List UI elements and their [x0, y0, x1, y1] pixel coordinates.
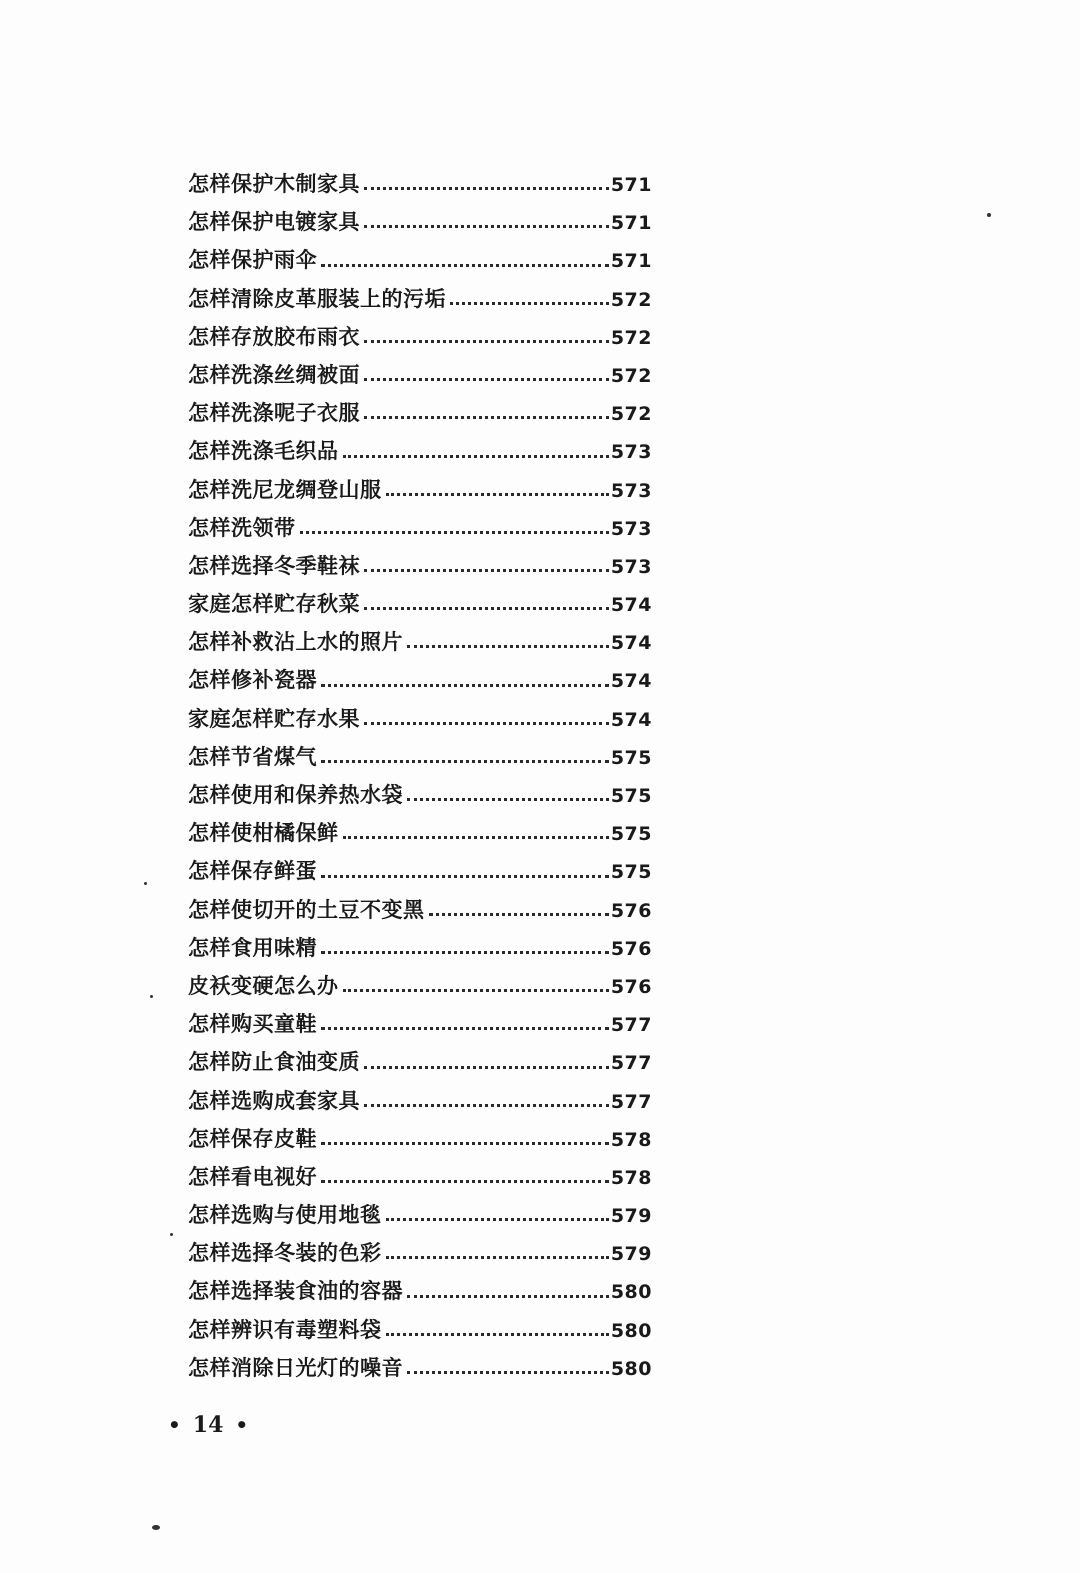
toc-entry-title: 皮袄变硬怎么办	[188, 972, 339, 998]
toc-entry-page-number: 576	[610, 899, 652, 922]
toc-entry-page-number: 575	[610, 823, 652, 846]
toc-entry-page-number: 579	[610, 1243, 652, 1266]
toc-entry	[188, 435, 652, 473]
toc-dot-leader	[364, 607, 609, 610]
toc-entry-title: 家庭怎样贮存水果	[188, 705, 360, 731]
toc-entry-title: 怎样购买童鞋	[188, 1011, 317, 1037]
table-of-contents	[188, 168, 652, 1390]
toc-entry-page-number: 572	[610, 288, 652, 311]
toc-entry	[188, 1314, 652, 1352]
toc-entry	[188, 550, 652, 588]
toc-entry	[188, 855, 652, 893]
toc-entry	[188, 283, 652, 321]
page-number: 14	[192, 1412, 224, 1438]
toc-entry-title: 怎样保护雨伞	[188, 247, 317, 273]
toc-entry-title: 怎样洗涤毛织品	[188, 438, 339, 464]
toc-entry	[188, 932, 652, 970]
toc-entry-title: 家庭怎样贮存秋菜	[188, 591, 360, 617]
toc-entry	[188, 1085, 652, 1123]
toc-entry-page-number: 580	[610, 1281, 652, 1304]
toc-entry-page-number: 574	[610, 632, 652, 655]
toc-entry-page-number: 575	[610, 785, 652, 807]
toc-dot-leader	[386, 1256, 609, 1259]
toc-entry-page-number: 574	[610, 594, 652, 617]
toc-dot-leader	[429, 913, 609, 916]
toc-dot-leader	[343, 836, 609, 839]
toc-entry-page-number: 573	[610, 479, 652, 502]
toc-entry-page-number: 580	[610, 1319, 652, 1342]
toc-entry	[188, 512, 652, 550]
scan-speck	[152, 1525, 160, 1530]
toc-entry-page-number: 576	[610, 937, 652, 960]
toc-entry-title: 怎样辨识有毒塑料袋	[188, 1316, 382, 1342]
toc-dot-leader	[300, 531, 609, 534]
toc-entry	[188, 1199, 652, 1237]
toc-entry	[188, 397, 652, 435]
toc-entry-title: 怎样保存鲜蛋	[188, 858, 317, 884]
toc-entry	[188, 1008, 652, 1046]
toc-entry	[188, 244, 652, 282]
toc-entry	[188, 588, 652, 626]
toc-dot-leader	[364, 416, 609, 419]
toc-entry	[188, 1237, 652, 1275]
footer-right-mark: •	[235, 1413, 249, 1437]
toc-entry-page-number: 578	[610, 1166, 652, 1189]
toc-entry	[188, 474, 652, 512]
toc-entry-page-number: 577	[610, 1090, 652, 1113]
toc-entry	[188, 741, 652, 779]
toc-entry-page-number: 575	[610, 746, 652, 769]
page-footer	[168, 1412, 248, 1438]
toc-entry-page-number: 571	[610, 212, 652, 235]
scan-speck	[170, 1233, 173, 1236]
toc-entry-page-number: 573	[610, 517, 652, 540]
toc-dot-leader	[364, 340, 609, 343]
toc-entry-page-number: 577	[610, 1052, 652, 1075]
toc-entry	[188, 817, 652, 855]
toc-entry-page-number: 576	[610, 975, 652, 998]
toc-entry-page-number: 572	[610, 326, 652, 349]
toc-dot-leader	[364, 1104, 609, 1107]
toc-dot-leader	[407, 1295, 609, 1298]
toc-dot-leader	[364, 1066, 609, 1069]
toc-entry-page-number: 578	[610, 1128, 652, 1151]
toc-entry	[188, 1123, 652, 1161]
toc-entry-page-number: 572	[610, 403, 652, 426]
toc-dot-leader	[364, 225, 609, 228]
toc-entry-title: 怎样节省煤气	[188, 743, 317, 769]
toc-dot-leader	[321, 875, 609, 878]
toc-entry	[188, 894, 652, 932]
toc-entry-title: 怎样选购成套家具	[188, 1087, 360, 1113]
toc-entry-title: 怎样选择冬装的色彩	[188, 1240, 382, 1266]
toc-entry-page-number: 575	[610, 861, 652, 884]
toc-entry	[188, 1352, 652, 1390]
toc-entry-title: 怎样洗尼龙绸登山服	[188, 476, 382, 502]
toc-dot-leader	[407, 1371, 609, 1374]
toc-entry-title: 怎样看电视好	[188, 1163, 317, 1189]
toc-entry-page-number: 574	[610, 708, 652, 731]
footer-left-mark: •	[168, 1413, 181, 1437]
toc-entry-title: 怎样清除皮革服装上的污垢	[188, 285, 446, 311]
toc-entry-title: 怎样使切开的土豆不变黑	[188, 896, 425, 922]
toc-entry-page-number: 580	[610, 1357, 652, 1380]
toc-entry-title: 怎样使柑橘保鲜	[188, 820, 339, 846]
toc-dot-leader	[321, 684, 609, 687]
toc-entry-title: 怎样保存皮鞋	[188, 1125, 317, 1151]
toc-dot-leader	[321, 264, 609, 267]
toc-entry-title: 怎样消除日光灯的噪音	[188, 1354, 403, 1380]
toc-entry	[188, 703, 652, 741]
toc-dot-leader	[407, 798, 609, 801]
toc-dot-leader	[364, 378, 609, 381]
toc-entry	[188, 206, 652, 244]
toc-dot-leader	[321, 951, 609, 954]
toc-entry-title: 怎样防止食油变质	[188, 1049, 360, 1075]
toc-dot-leader	[386, 1333, 609, 1336]
toc-entry-title: 怎样补救沾上水的照片	[188, 629, 403, 655]
scan-speck	[144, 882, 147, 885]
toc-entry-page-number: 573	[610, 441, 652, 464]
toc-entry-title: 怎样使用和保养热水袋	[188, 782, 403, 807]
toc-entry	[188, 779, 652, 817]
toc-entry-title: 怎样存放胶布雨衣	[188, 323, 360, 349]
toc-entry-title: 怎样选择装食油的容器	[188, 1278, 403, 1304]
toc-entry-page-number: 577	[610, 1014, 652, 1037]
toc-entry-title: 怎样洗涤丝绸被面	[188, 361, 360, 387]
toc-entry-page-number: 572	[610, 364, 652, 387]
toc-dot-leader	[321, 760, 609, 763]
toc-entry-page-number: 573	[610, 555, 652, 578]
toc-dot-leader	[386, 1218, 609, 1221]
toc-entry-page-number: 574	[610, 670, 652, 693]
toc-entry-page-number: 571	[610, 250, 652, 273]
toc-entry-page-number: 571	[610, 174, 652, 196]
toc-entry-title: 怎样选购与使用地毯	[188, 1202, 382, 1228]
toc-entry	[188, 359, 652, 397]
toc-dot-leader	[364, 187, 609, 190]
toc-dot-leader	[321, 1142, 609, 1145]
toc-entry	[188, 1046, 652, 1084]
toc-entry-title: 怎样保护电镀家具	[188, 209, 360, 235]
toc-dot-leader	[343, 455, 609, 458]
toc-entry-title: 怎样洗领带	[188, 514, 296, 540]
toc-entry	[188, 626, 652, 664]
toc-dot-leader	[364, 569, 609, 572]
toc-entry	[188, 970, 652, 1008]
toc-entry-title: 怎样食用味精	[188, 934, 317, 960]
toc-entry-title: 怎样选择冬季鞋袜	[188, 552, 360, 578]
toc-dot-leader	[386, 493, 609, 496]
toc-entry	[188, 664, 652, 702]
toc-dot-leader	[343, 989, 609, 992]
toc-dot-leader	[321, 1027, 609, 1030]
toc-entry-title: 怎样洗涤呢子衣服	[188, 400, 360, 426]
toc-entry-title: 怎样保护木制家具	[188, 171, 360, 196]
toc-dot-leader	[321, 1180, 609, 1183]
toc-entry	[188, 321, 652, 359]
toc-dot-leader	[364, 722, 609, 725]
toc-entry	[188, 168, 652, 206]
toc-dot-leader	[450, 302, 609, 305]
toc-entry-page-number: 579	[610, 1205, 652, 1228]
scan-speck	[150, 995, 153, 998]
toc-dot-leader	[407, 645, 609, 648]
toc-entry	[188, 1275, 652, 1313]
toc-entry-title: 怎样修补瓷器	[188, 667, 317, 693]
toc-entry	[188, 1161, 652, 1199]
scan-speck	[987, 213, 991, 217]
